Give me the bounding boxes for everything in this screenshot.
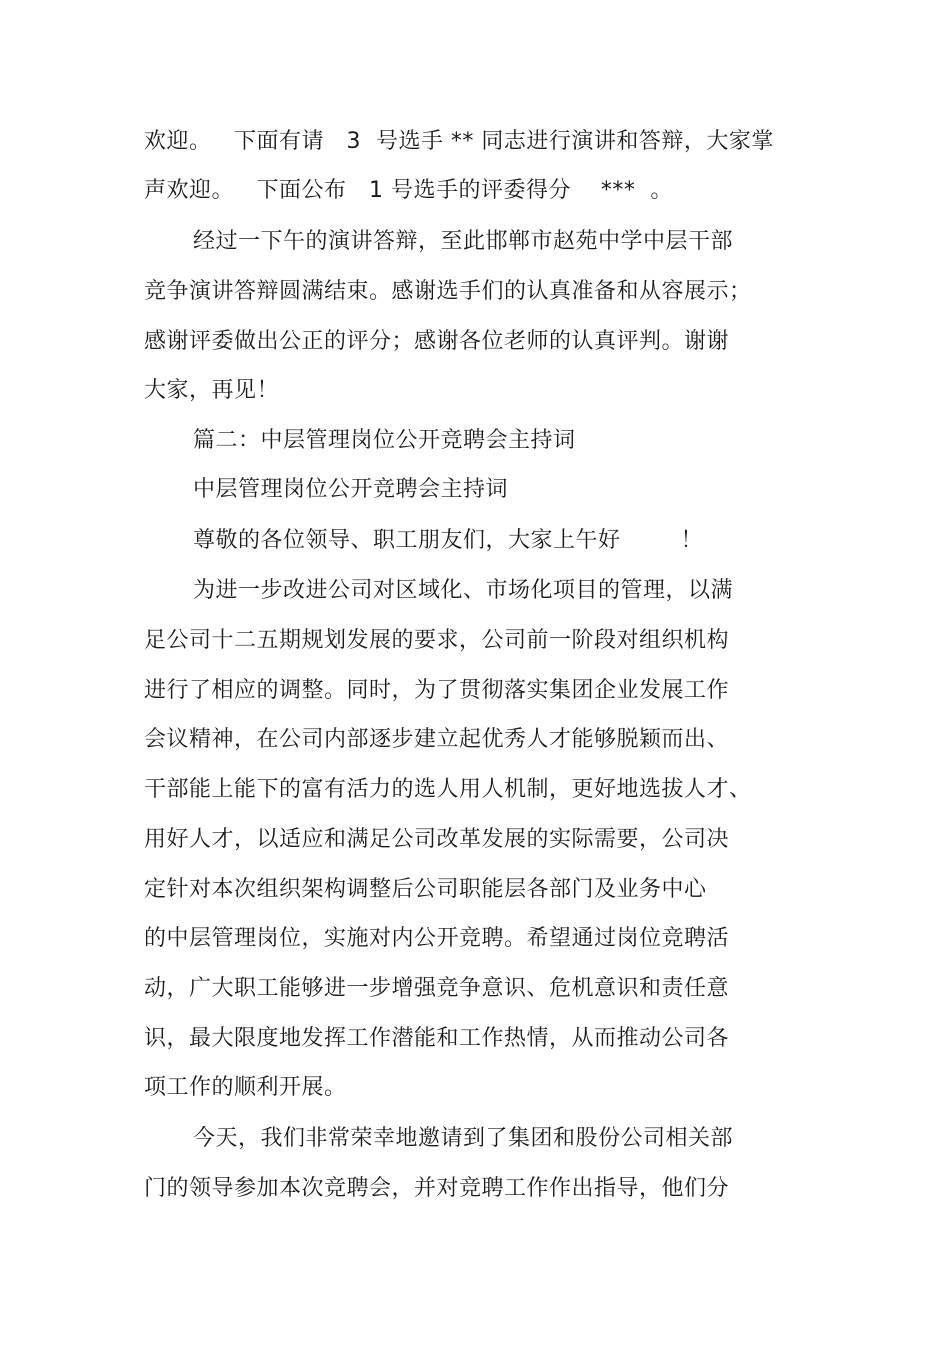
document-title: 中层管理岗位公开竞聘会主持词 [193, 477, 509, 502]
section-heading: 篇二：中层管理岗位公开竞聘会主持词 [193, 428, 576, 453]
text-line: 门的领导参加本次竞聘会，并对竞聘工作作出指导，他们分 [144, 1176, 730, 1201]
paragraph-line: 经过一下午的演讲答辩，至此邯郸市赵苑中学中层干部 [193, 229, 734, 254]
text-line: 的中层管理岗位，实施对内公开竞聘。希望通过岗位竞聘活 [144, 926, 730, 951]
text-line: 声欢迎。 下面公布 1 号选手的评委得分 *** 。 [144, 178, 673, 203]
text-line: 大家，再见！ [144, 378, 280, 403]
text-line: 项工作的顺利开展。 [144, 1075, 347, 1100]
text-line: 动，广大职工能够进一步增强竞争意识、危机意识和责任意 [144, 976, 730, 1001]
text-line: 干部能上能下的富有活力的选人用人机制，更好地选拔人才、 [144, 777, 752, 802]
text-line: 感谢评委做出公正的评分；感谢各位老师的认真评判。谢谢 [144, 329, 730, 354]
text-line: 欢迎。 下面有请 3 号选手 ** 同志进行演讲和答辩，大家掌 [144, 129, 774, 154]
text-line: 识，最大限度地发挥工作潜能和工作热情，从而推动公司各 [144, 1026, 730, 1051]
text-line: 会议精神，在公司内部逐步建立起优秀人才能够脱颖而出、 [144, 727, 730, 752]
paragraph-line: 今天，我们非常荣幸地邀请到了集团和股份公司相关部 [193, 1126, 734, 1151]
paragraph-line: 为进一步改进公司对区域化、市场化项目的管理，以满 [193, 578, 734, 603]
greeting-line: 尊敬的各位领导、职工朋友们，大家上午好 ！ [193, 528, 703, 553]
text-line: 用好人才，以适应和满足公司改革发展的实际需要，公司决 [144, 827, 730, 852]
text-line: 竞争演讲答辩圆满结束。感谢选手们的认真准备和从容展示； [144, 279, 752, 304]
text-line: 足公司十二五期规划发展的要求，公司前一阶段对组织机构 [144, 628, 730, 653]
text-line: 进行了相应的调整。同时，为了贯彻落实集团企业发展工作 [144, 678, 730, 703]
text-line: 定针对本次组织架构调整后公司职能层各部门及业务中心 [144, 877, 707, 902]
